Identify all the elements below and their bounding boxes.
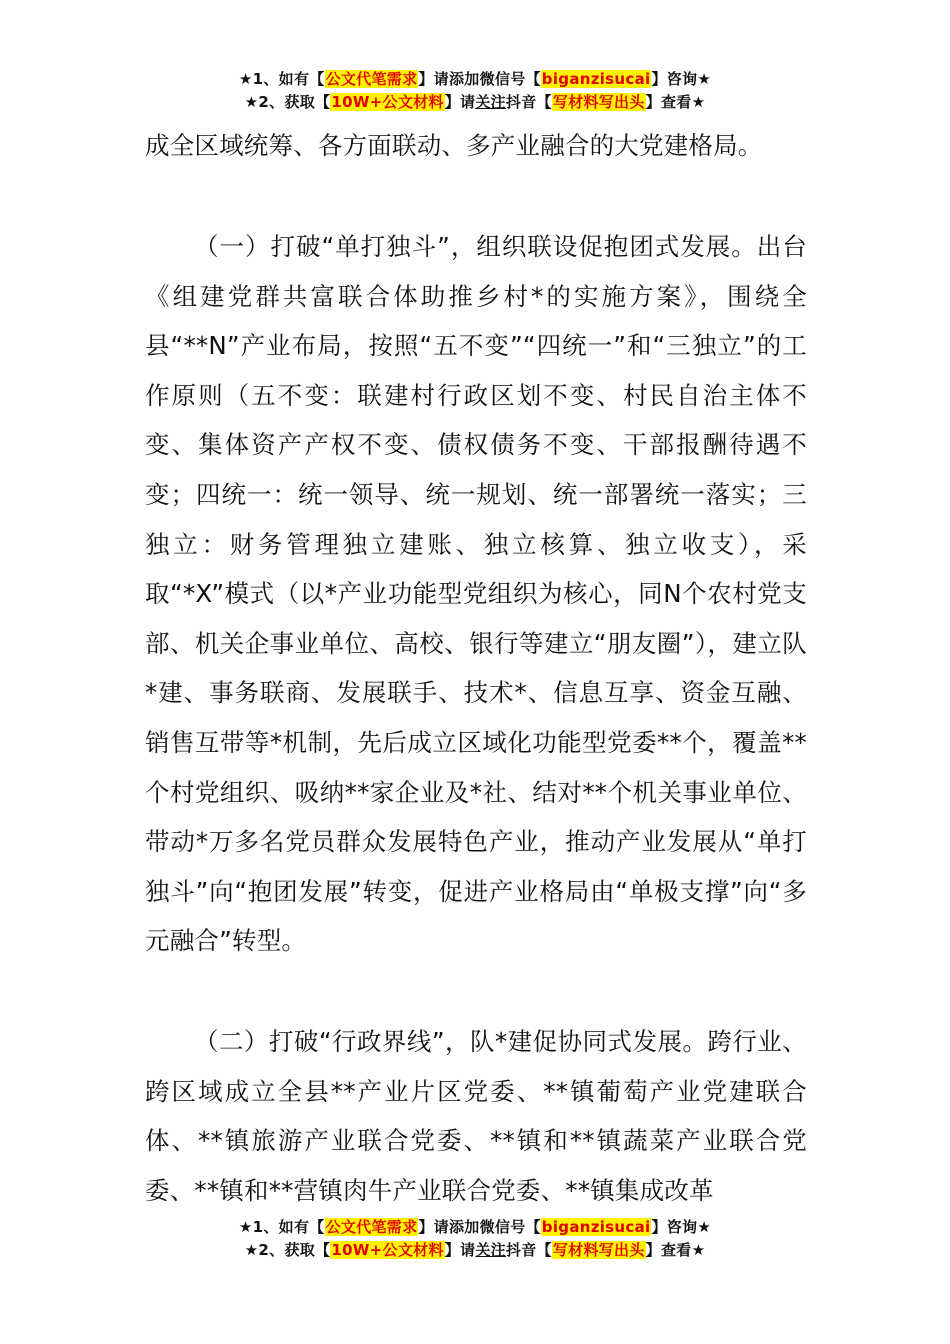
paragraph-section-1: （一）打破“单打独斗”，组织联设促抱团式发展。出台《组建党群共富联合体助推乡村*的实施方案》，围绕全县“**N”产业布局，按照“五不变”“四统一”和“三独立”的工作原则（五不变：联建村行政区划不变、村民自治主体不变、集体资产产权不变、债权债务不变、干部报酬待遇不变；四统一：统一领导、统一规划、统一部署统一落实；三独立：财务管理独立建账、独立核算、独立收支），采取“*X”模式（以*产业功能型党组织为核心，同N个农村党支部、机关企事业单位、高校、银行等建立“朋友圈”），建立队*建、事务联商、发展联手、技术*、信息互享、资金互融、销售互带等*机制，先后成立区域化功能型党委**个，覆盖**个村党组织、吸纳**家企业及*社、结对**个机关事业单位、带动*万多名党员群众发展特色产业，推动产业发展从“单打独斗”向“抱团发展”转变，促进产业格局由“单极支撑”向“多元融合”转型。 [145, 232, 807, 956]
promo-line-2 [0, 1239, 950, 1262]
promo-highlight: 10W+公文材料 [331, 1241, 444, 1259]
promo-text: 抖音【 [505, 93, 552, 111]
promo-text: 】咨询★ [651, 70, 712, 88]
promo-highlight: 10W+公文材料 [331, 93, 444, 111]
promo-text: 微信号【 [479, 1218, 541, 1236]
document-section-1 [145, 222, 807, 966]
promo-text: 】请 [418, 1218, 449, 1236]
promo-highlight: biganzisucai [541, 1218, 651, 1236]
promo-text: 】请 [444, 93, 476, 111]
promo-line-1 [0, 1216, 950, 1239]
promo-highlight: 公文代笔需求 [325, 70, 418, 88]
promo-line-1 [0, 68, 950, 91]
promo-text: 】查看★ [645, 1241, 706, 1259]
promo-text: ★1、如有【 [238, 1218, 325, 1236]
promo-text: 】请 [418, 70, 449, 88]
promo-text: 抖音【 [505, 1241, 552, 1259]
promo-emphasis: 添加 [448, 70, 480, 88]
promo-highlight: 写材料写出头 [552, 93, 645, 111]
promo-text: 】请 [444, 1241, 476, 1259]
promo-emphasis: 关注 [475, 93, 506, 111]
promo-highlight: biganzisucai [541, 70, 651, 88]
promo-text: 】查看★ [645, 93, 706, 111]
promo-line-2 [0, 91, 950, 114]
paragraph-continuation: 成全区域统筹、各方面联动、多产业融合的大党建格局。 [145, 131, 763, 160]
promo-text: 微信号【 [479, 70, 541, 88]
promo-banner-top [0, 68, 950, 114]
promo-emphasis: 关注 [475, 1241, 506, 1259]
promo-text: ★2、获取【 [244, 93, 331, 111]
paragraph-section-2: （二）打破“行政界线”，队*建促协同式发展。跨行业、跨区域成立全县**产业片区党委、**镇葡萄产业党建联合体、**镇旅游产业联合党委、**镇和**镇蔬菜产业联合党委、**镇和**营镇肉牛产业联合党委、**镇集成改革 [145, 1027, 807, 1205]
promo-text: ★2、获取【 [244, 1241, 331, 1259]
document-section-2 [145, 1017, 807, 1215]
document-body-continuation [145, 121, 807, 171]
promo-highlight: 写材料写出头 [552, 1241, 645, 1259]
promo-text: ★1、如有【 [238, 70, 325, 88]
promo-emphasis: 添加 [448, 1218, 480, 1236]
promo-banner-bottom [0, 1216, 950, 1262]
promo-highlight: 公文代笔需求 [325, 1218, 418, 1236]
promo-text: 】咨询★ [651, 1218, 712, 1236]
